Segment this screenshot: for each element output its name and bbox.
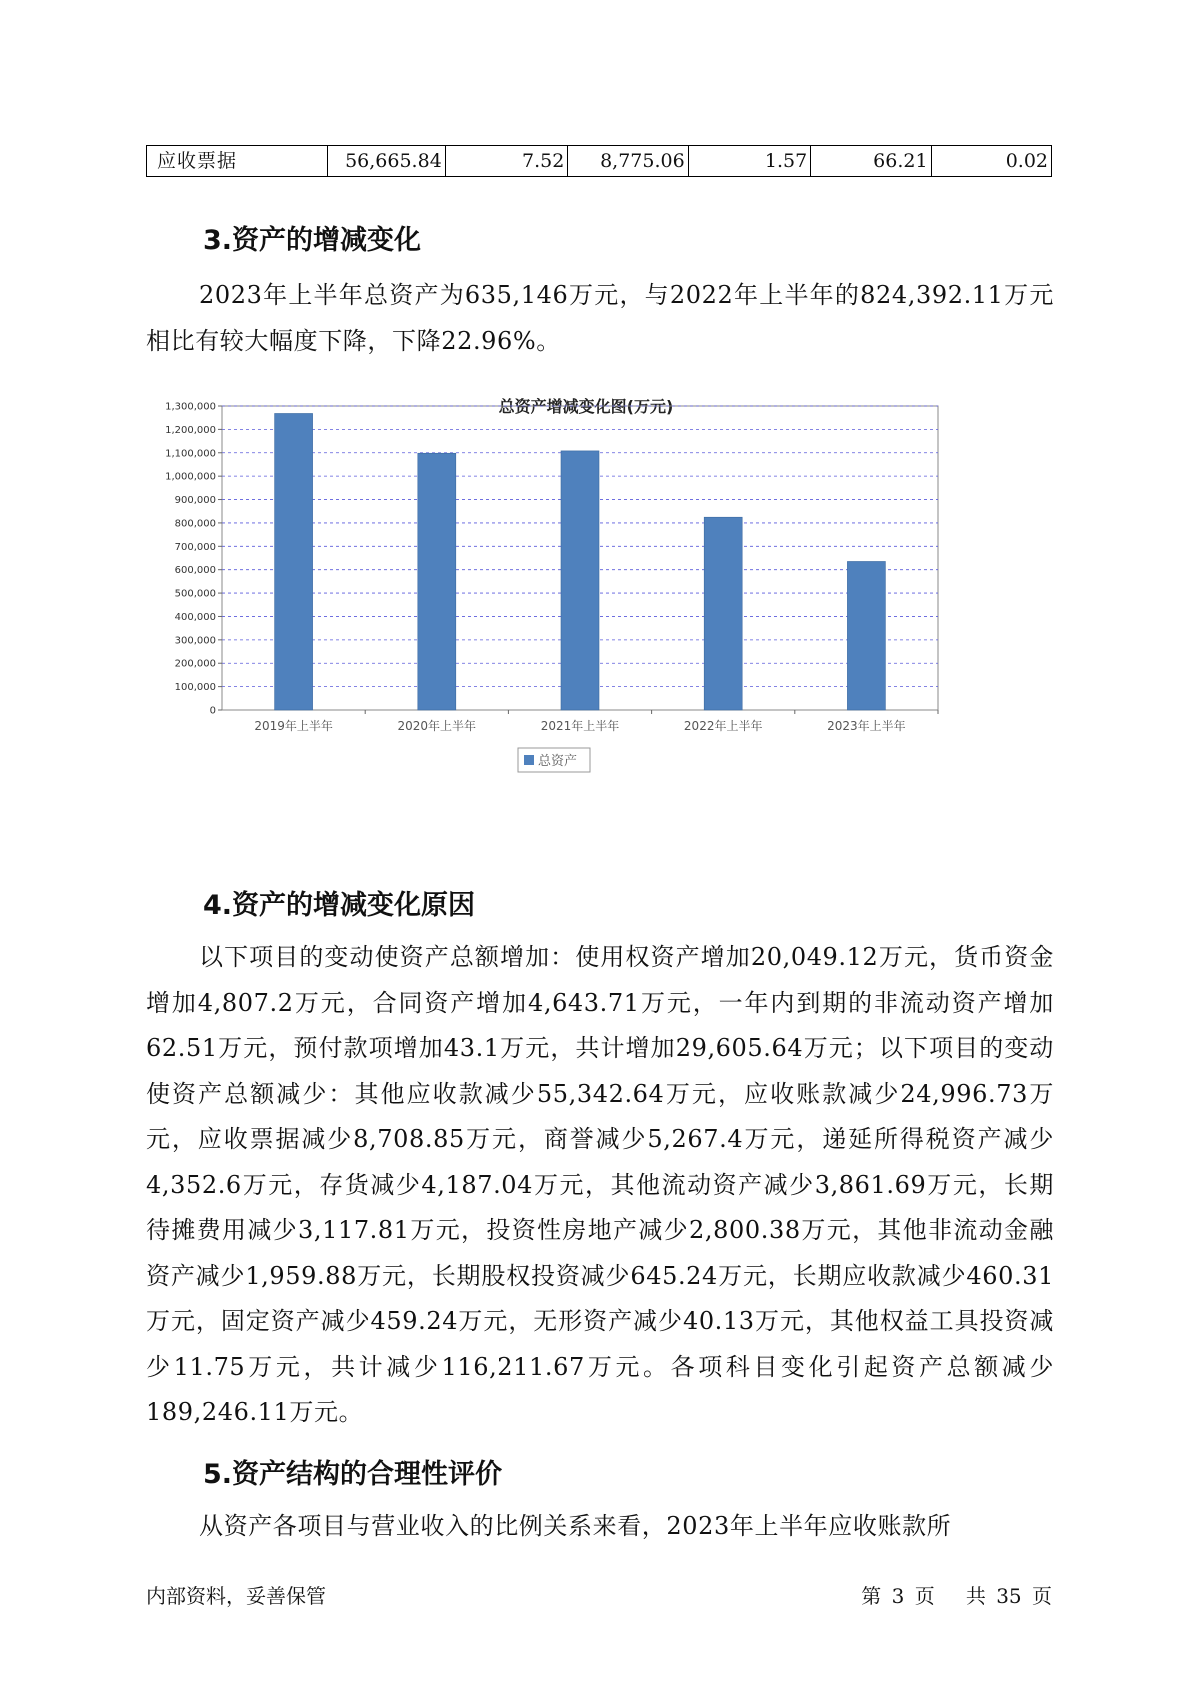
total-assets-bar-chart [160,388,1040,848]
section-4-paragraph: 以下项目的变动使资产总额增加：使用权资产增加20,049.12万元，货币资金增加4,807.2万元，合同资产增加4,643.71万元，一年内到期的非流动资产增加62.51万元，预付款项增加43.1万元，共计增加29,605.64万元；以下项目的变动使资产总额减少：其他应收款减少55,342.64万元，应收账款减少24,996.73万元，应收票据减少8,708.85万元，商誉减少5,267.4万元，递延所得税资产减少4,352.6万元，存货减少4,187.04万元，其他流动资产减少3,861.69万元，长期待摊费用减少3,117.81万元，投资性房地产减少2,800.38万元，其他非流动金融资产减少1,959.88万元，长期股权投资减少645.24万元，长期应收款减少460.31万元，固定资产减少459.24万元，无形资产减少40.13万元，其他权益工具投资减少11.75万元，共计减少116,211.67万元。各项科目变化引起资产总额减少189,246.11万元。 [146,943,1054,1426]
page-prefix: 第 [861,1584,882,1608]
page-num: 3 [891,1584,905,1608]
section-3-paragraph: 2023年上半年总资产为635,146万元，与2022年上半年的824,392.11万元相比有较大幅度下降，下降22.96%。 [146,281,1054,355]
row-label: 应收票据 [147,146,328,177]
y-tick-label: 0 [209,705,216,717]
y-tick-label: 1,200,000 [165,424,216,436]
legend-swatch [524,755,534,765]
x-tick-label: 2021年上半年 [540,719,620,733]
section-5-paragraph: 从资产各项目与营业收入的比例关系来看，2023年上半年应收账款所 [199,1512,952,1540]
x-axis-ticks [254,710,938,733]
total-num: 35 [996,1584,1022,1608]
bar-5 [847,561,885,710]
x-tick-label: 2022年上半年 [683,719,763,733]
bar-2 [418,453,456,710]
y-tick-label: 800,000 [174,518,216,530]
section-4-heading: 4.资产的增减变化原因 [203,890,476,921]
footer-page-number [861,1580,1052,1609]
y-tick-label: 500,000 [174,588,216,600]
table-row [147,146,1052,177]
x-tick-label: 2019年上半年 [254,719,333,733]
legend [518,748,590,772]
y-tick-label: 1,000,000 [165,471,216,483]
table-cell: 8,775.06 [568,146,688,177]
y-tick-label: 600,000 [174,565,216,577]
bar-1 [275,413,313,710]
y-tick-label: 1,300,000 [165,401,216,413]
chart-title: 总资产增减变化图(万元) [498,397,674,416]
page-unit: 页 [914,1584,935,1608]
legend-label: 总资产 [538,754,578,769]
y-tick-label: 900,000 [174,495,216,507]
total-unit: 页 [1032,1584,1052,1608]
bar-4 [704,517,742,710]
bar-3 [561,451,599,710]
assets-table [146,145,1052,177]
table-cell: 66.21 [811,146,931,177]
footer-confidential-note: 内部资料，妥善保管 [146,1584,326,1608]
table-cell: 0.02 [931,146,1051,177]
total-prefix: 共 [965,1584,986,1608]
bar-layer [275,413,886,710]
chart-canvas [160,388,1040,848]
y-tick-label: 100,000 [174,682,216,694]
y-tick-label: 700,000 [174,541,216,553]
financial-table-fragment [146,145,1052,177]
table-cell: 56,665.84 [327,146,445,177]
y-tick-label: 400,000 [174,611,216,623]
table-cell: 7.52 [445,146,568,177]
y-tick-label: 300,000 [174,635,216,647]
x-tick-label: 2023年上半年 [827,719,906,733]
section-3-heading: 3.资产的增减变化 [203,225,422,256]
x-tick-label: 2020年上半年 [397,719,477,733]
section-5-heading: 5.资产结构的合理性评价 [203,1459,503,1490]
table-cell: 1.57 [688,146,811,177]
y-axis-ticks [165,402,222,717]
y-tick-label: 200,000 [174,658,216,670]
y-tick-label: 1,100,000 [165,448,216,460]
